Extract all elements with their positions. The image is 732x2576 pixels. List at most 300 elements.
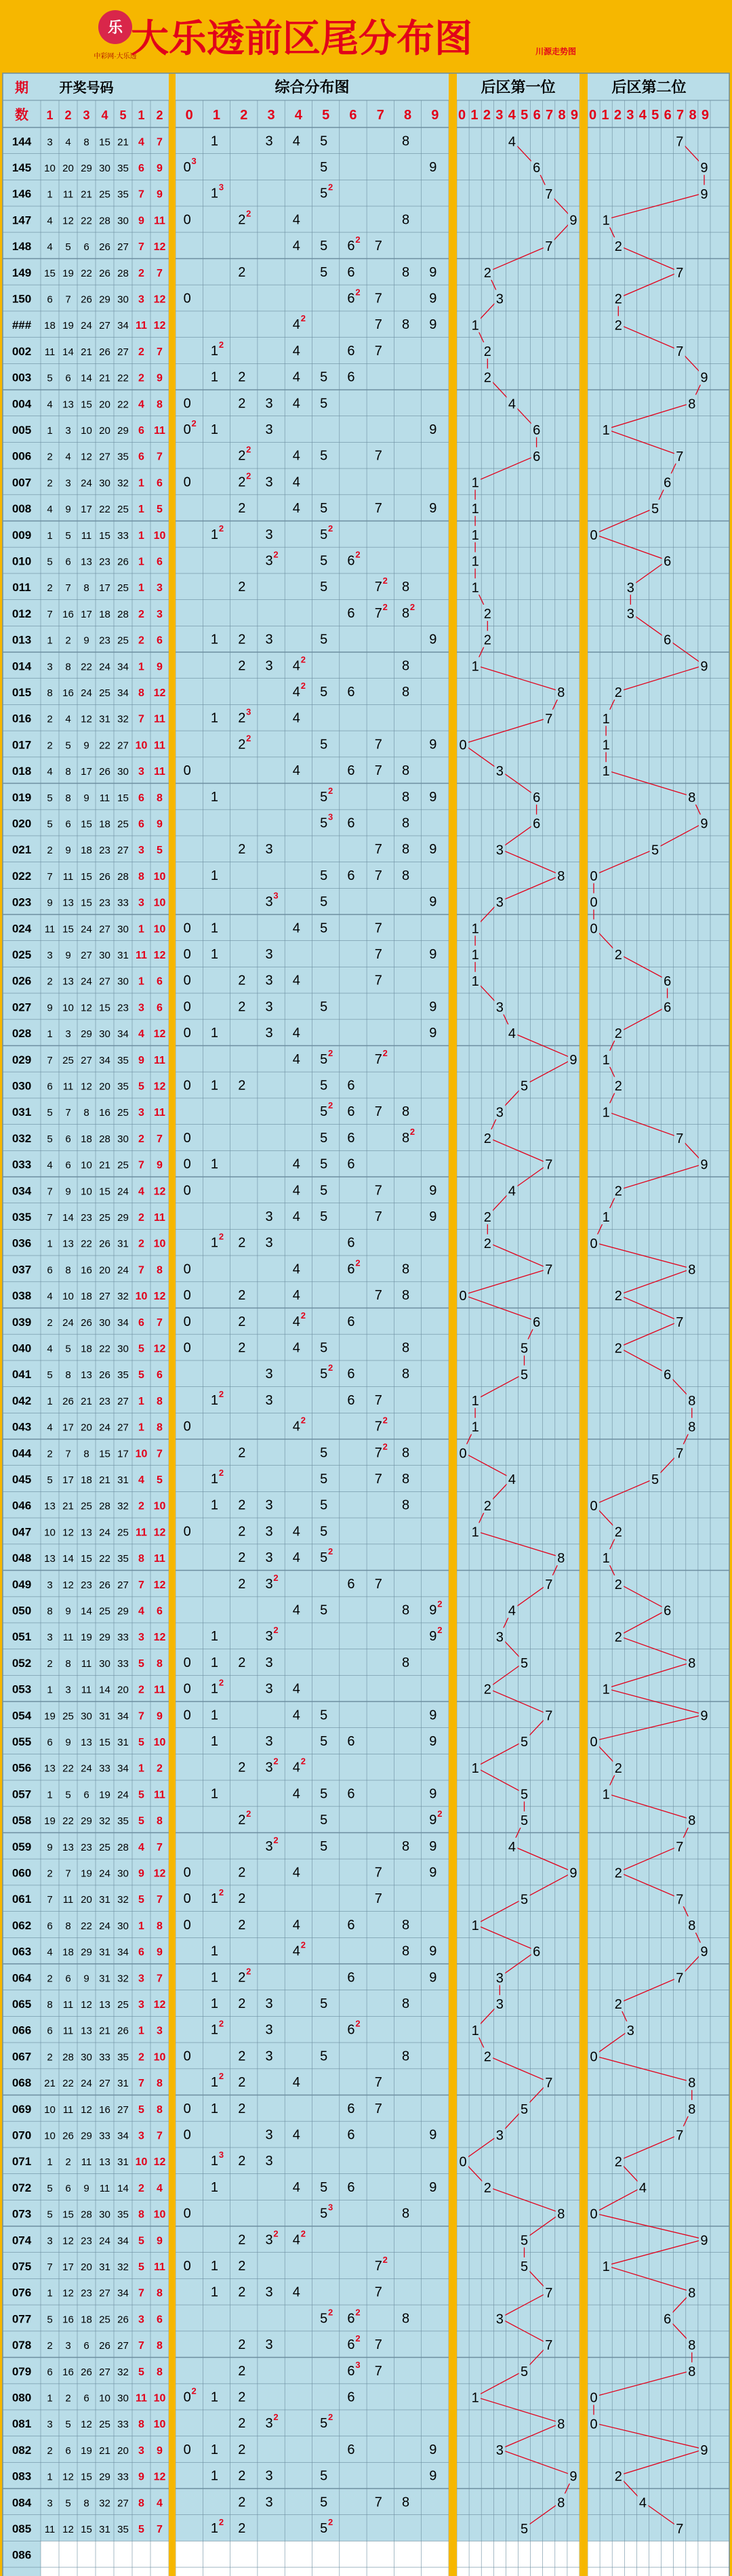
back1-mark: 4 (508, 1603, 516, 1619)
back-number: 1 (138, 1920, 144, 1932)
tail-repeat-mark: 2 (246, 1809, 251, 1819)
tail-digit-header: 1 (212, 108, 221, 123)
tail-mark: 2 (238, 212, 246, 228)
tail-mark: 8 (401, 789, 410, 805)
period-label: 042 (12, 1394, 32, 1407)
tail-mark: 6 (347, 239, 355, 254)
back-number: 4 (157, 2497, 163, 2510)
draw-subheader: 1 (138, 108, 145, 122)
tail-mark: 6 (347, 1130, 355, 1146)
front-number: 23 (99, 845, 110, 857)
tail-mark: 6 (347, 1576, 355, 1592)
back-number: 11 (154, 766, 165, 778)
front-number: 22 (81, 267, 92, 279)
back-number: 4 (138, 1028, 144, 1041)
front-number: 31 (117, 950, 129, 962)
tail-mark: 3 (265, 1996, 273, 2012)
back-number: 11 (154, 2261, 165, 2274)
period-label: 041 (12, 1368, 32, 1382)
tail-mark: 1 (210, 2442, 219, 2457)
front-number: 28 (117, 608, 129, 620)
front-number: 20 (99, 1264, 110, 1276)
tail-mark: 1 (210, 1497, 219, 1513)
tail-mark: 0 (183, 1524, 191, 1539)
tail-mark: 0 (183, 1865, 191, 1880)
tail-mark: 2 (238, 658, 246, 674)
period-label: 057 (12, 1788, 32, 1801)
tail-repeat-mark: 2 (246, 444, 251, 455)
front-number: 19 (62, 267, 74, 279)
front-number: 29 (99, 1632, 110, 1644)
tail-repeat-mark: 2 (246, 208, 251, 219)
front-number: 1 (47, 2392, 53, 2404)
back1-mark: 1 (471, 2023, 479, 2038)
tail-mark: 3 (265, 842, 273, 858)
back-number: 11 (136, 1527, 147, 1539)
back-number: 10 (135, 740, 148, 752)
back2-mark: 3 (626, 580, 634, 596)
front-number: 13 (99, 1999, 110, 2011)
draw-header: 开奖号码 (59, 81, 114, 96)
back-number: 5 (138, 2104, 144, 2116)
front-number: 13 (62, 1841, 74, 1853)
tail-mark: 9 (429, 1183, 437, 1199)
back-number: 7 (138, 2340, 144, 2352)
front-number: 13 (81, 1737, 92, 1749)
front-number: 34 (117, 2130, 129, 2142)
back1-mark: 7 (545, 186, 553, 202)
back2-mark: 3 (626, 2023, 634, 2038)
back-number: 5 (138, 1343, 144, 1355)
period-label: 025 (12, 948, 32, 962)
front-number: 6 (47, 2025, 53, 2037)
tail-mark: 5 (320, 816, 328, 831)
tail-mark: 7 (374, 2363, 382, 2379)
tail-repeat-mark: 2 (300, 1310, 306, 1321)
front-number: 3 (47, 136, 53, 148)
tail-mark: 0 (183, 212, 191, 228)
tail-mark: 5 (320, 1104, 328, 1120)
tail-mark: 6 (347, 1734, 355, 1750)
section-divider (449, 73, 457, 2576)
front-number: 26 (81, 1316, 92, 1329)
front-number: 26 (99, 241, 110, 254)
front-number: 6 (83, 1789, 89, 1801)
period-label: 062 (12, 1918, 32, 1932)
front-number: 24 (99, 2235, 110, 2247)
back1-mark: 6 (533, 1944, 541, 1960)
front-number: 15 (99, 1186, 110, 1198)
tail-mark: 2 (238, 1314, 246, 1329)
back-number: 11 (154, 740, 165, 752)
back-number: 3 (157, 2025, 163, 2037)
tail-mark: 1 (210, 1078, 219, 1093)
back1-mark: 9 (569, 1052, 577, 1068)
back-number: 7 (138, 1264, 144, 1276)
back-number: 11 (154, 1212, 165, 1224)
front-number: 14 (99, 1684, 110, 1696)
tail-mark: 4 (292, 921, 300, 936)
front-number: 12 (62, 1527, 74, 1539)
front-number: 17 (99, 582, 110, 595)
back1-mark: 1 (471, 948, 479, 963)
tail-mark: 9 (429, 501, 437, 517)
back1-mark: 9 (569, 213, 577, 228)
back2-mark: 2 (614, 1630, 622, 1645)
front-number: 9 (83, 792, 89, 804)
tail-mark: 5 (320, 1367, 328, 1382)
tail-mark: 5 (320, 1838, 328, 1854)
period-label: 030 (12, 1079, 32, 1093)
front-number: 12 (81, 451, 92, 463)
front-number: 33 (117, 897, 129, 909)
tail-mark: 9 (429, 632, 437, 647)
tail-mark: 4 (292, 475, 300, 490)
period-label: 050 (12, 1604, 32, 1617)
back-number: 8 (157, 1422, 163, 1434)
back-number: 5 (138, 1081, 144, 1093)
period-label: 040 (12, 1342, 32, 1355)
tail-mark: 1 (210, 1708, 219, 1723)
tail-mark: 8 (401, 763, 410, 779)
back2-mark: 2 (614, 1184, 622, 1199)
back1-mark: 5 (520, 1079, 529, 1094)
back-number: 2 (138, 267, 144, 279)
tail-repeat-mark: 2 (218, 1388, 224, 1399)
back-number: 4 (138, 1605, 144, 1617)
tail-mark: 7 (374, 2075, 382, 2091)
front-number: 18 (62, 1946, 74, 1958)
front-number: 1 (47, 635, 53, 647)
front-number: 14 (81, 1605, 92, 1617)
back-number: 7 (157, 136, 163, 148)
back-number: 1 (138, 504, 144, 516)
front-number: 18 (81, 1133, 92, 1145)
period-label: 079 (12, 2364, 32, 2378)
back2-mark: 7 (676, 1314, 684, 1330)
back1-mark: 8 (557, 2417, 565, 2432)
front-number: 3 (47, 661, 53, 673)
tail-mark: 1 (210, 1655, 219, 1670)
back1-mark: 2 (483, 1210, 491, 1226)
tail-mark: 5 (320, 369, 328, 385)
front-number: 27 (99, 1291, 110, 1303)
period-label: 018 (12, 765, 32, 778)
back2-mark: 6 (664, 1367, 672, 1383)
tail-mark: 3 (265, 2285, 273, 2300)
tail-mark: 4 (292, 1026, 300, 1041)
front-number: 9 (65, 950, 71, 962)
front-number: 23 (81, 2235, 92, 2247)
front-number: 2 (47, 975, 53, 988)
front-number: 3 (65, 1028, 71, 1041)
draw-subheader: 4 (101, 108, 108, 122)
front-number: 24 (81, 1763, 92, 1775)
back-number: 5 (138, 1815, 144, 1828)
tail-mark: 8 (401, 1603, 410, 1618)
front-number: 5 (65, 1343, 71, 1355)
front-number: 15 (99, 136, 110, 148)
front-number: 12 (81, 1002, 92, 1014)
tail-mark: 1 (210, 134, 219, 149)
back-number: 3 (157, 608, 163, 620)
draw-subheader: 1 (46, 108, 54, 122)
front-number: 22 (81, 1920, 92, 1932)
back-number: 12 (153, 1868, 166, 1880)
back-number: 3 (138, 1999, 144, 2011)
tail-repeat-mark: 2 (273, 1572, 279, 1583)
back-number: 2 (138, 2051, 144, 2064)
tail-repeat-mark: 3 (246, 706, 251, 717)
back-number: 6 (138, 1946, 144, 1958)
front-number: 27 (99, 2287, 110, 2299)
front-number: 1 (47, 2287, 53, 2299)
back1-mark: 2 (483, 606, 491, 622)
back-number: 2 (138, 346, 144, 358)
front-number: 26 (99, 1369, 110, 1382)
front-number: 30 (99, 1657, 110, 1670)
period-label: 002 (12, 344, 32, 358)
back-number: 3 (138, 294, 144, 306)
tail-digit-header: 4 (294, 108, 302, 123)
front-number: 9 (65, 1605, 71, 1617)
front-number: 12 (62, 1579, 74, 1591)
tail-mark: 4 (292, 1917, 300, 1933)
back1-mark: 0 (459, 2154, 467, 2170)
front-number: 35 (117, 1081, 129, 1093)
front-number: 13 (99, 2156, 110, 2169)
page-subtitle: 川源走势图 (535, 47, 577, 56)
front-number: 18 (44, 320, 56, 332)
tail-mark: 7 (374, 343, 382, 359)
front-number: 19 (44, 1815, 56, 1828)
front-number: 31 (117, 2156, 129, 2169)
back-number: 2 (138, 1684, 144, 1696)
back1-mark: 5 (520, 2259, 529, 2275)
tail-repeat-mark: 2 (273, 1834, 279, 1845)
tail-mark: 2 (238, 999, 246, 1015)
back1-mark: 3 (495, 1997, 504, 2013)
back2-mark: 2 (614, 1525, 622, 1540)
tail-mark: 7 (374, 317, 382, 333)
tail-mark: 3 (265, 1550, 273, 1566)
back-number: 7 (138, 1710, 144, 1723)
front-number: 11 (81, 1657, 92, 1670)
front-number: 27 (117, 346, 129, 358)
tail-mark: 6 (347, 763, 355, 779)
tail-mark: 7 (374, 2495, 382, 2510)
front-number: 20 (99, 425, 110, 437)
front-number: 30 (117, 1920, 129, 1932)
front-number: 21 (44, 2078, 56, 2090)
tail-mark: 4 (292, 2179, 300, 2195)
front-number: 7 (65, 294, 71, 306)
front-number: 32 (117, 1894, 129, 1906)
back1-mark: 2 (483, 370, 491, 386)
front-number: 8 (65, 766, 71, 778)
tail-mark: 3 (265, 658, 273, 674)
front-number: 15 (81, 818, 92, 830)
back1-mark: 3 (495, 1000, 504, 1015)
front-number: 26 (62, 1395, 74, 1407)
back-number: 9 (157, 2444, 163, 2457)
back-number: 9 (157, 163, 163, 175)
tail-mark: 5 (320, 894, 328, 910)
front-number: 2 (65, 635, 71, 647)
period-label: 007 (12, 476, 32, 489)
tail-mark: 7 (374, 580, 382, 595)
tail-mark: 7 (374, 1576, 382, 1592)
front-number: 11 (81, 2156, 92, 2169)
back1-mark: 9 (569, 2469, 577, 2484)
front-number: 25 (117, 635, 129, 647)
period-label: 032 (12, 1131, 32, 1145)
back2-mark: 0 (590, 2049, 598, 2065)
back2-mark: 7 (676, 344, 684, 359)
draw-subheader: 5 (119, 108, 127, 122)
front-number: 30 (117, 1868, 129, 1880)
front-number: 26 (99, 267, 110, 279)
front-number: 22 (81, 661, 92, 673)
period-label: 054 (12, 1709, 32, 1723)
back-number: 5 (138, 2366, 144, 2378)
period-label: 068 (12, 2076, 32, 2090)
front-number: 17 (81, 608, 92, 620)
tail-mark: 2 (238, 2416, 246, 2432)
front-number: 30 (117, 1343, 129, 1355)
front-number: 6 (47, 294, 53, 306)
front-number: 11 (62, 1894, 74, 1906)
back-number: 8 (157, 399, 163, 411)
tail-mark: 3 (265, 2127, 273, 2143)
back1-header: 后区第一位 (481, 79, 556, 96)
back2-mark: 5 (651, 502, 659, 517)
tail-mark: 9 (429, 160, 437, 176)
front-number: 3 (47, 2497, 53, 2510)
period-label: 010 (12, 555, 32, 568)
front-number: 25 (117, 1999, 129, 2011)
front-number: 13 (81, 1369, 92, 1382)
back1-mark: 5 (520, 1813, 529, 1829)
front-number: 29 (81, 1815, 92, 1828)
front-number: 17 (117, 1448, 129, 1460)
back2-mark: 9 (700, 659, 708, 675)
tail-mark: 2 (238, 2075, 246, 2091)
front-number: 8 (47, 1999, 53, 2011)
tail-mark: 6 (347, 2363, 355, 2379)
tail-mark: 2 (238, 1524, 246, 1539)
tail-repeat-mark: 2 (328, 1546, 333, 1557)
front-number: 30 (117, 1133, 129, 1145)
period-label: 061 (12, 1893, 32, 1906)
front-number: 2 (65, 2156, 71, 2169)
front-number: 31 (117, 1737, 129, 1749)
back2-mark: 8 (688, 1918, 696, 1933)
tail-mark: 7 (374, 501, 382, 517)
tail-mark: 3 (265, 1026, 273, 1041)
back1-mark: 2 (483, 1131, 491, 1146)
back2-mark: 7 (676, 1971, 684, 1986)
back1-mark: 7 (545, 1157, 553, 1173)
back-number: 3 (157, 582, 163, 595)
tail-mark: 6 (347, 2442, 355, 2457)
back-number: 5 (138, 1894, 144, 1906)
front-number: 26 (99, 870, 110, 883)
front-number: 6 (65, 372, 71, 384)
tail-repeat-mark: 2 (300, 1756, 306, 1767)
draw-subheader: 2 (156, 108, 163, 122)
front-number: 3 (47, 950, 53, 962)
front-number: 15 (99, 1737, 110, 1749)
front-number: 10 (81, 1186, 92, 1198)
back1-mark: 4 (508, 1839, 516, 1855)
tail-mark: 0 (183, 2049, 191, 2064)
back-number: 10 (153, 2419, 166, 2431)
front-number: 3 (65, 2340, 71, 2352)
back-number: 6 (157, 556, 163, 568)
tail-mark: 3 (265, 1655, 273, 1670)
back-number: 2 (138, 372, 144, 384)
tail-mark: 5 (320, 1524, 328, 1539)
tail-mark: 8 (401, 2495, 410, 2510)
tail-repeat-mark: 3 (191, 156, 197, 167)
tail-mark: 8 (401, 1497, 410, 1513)
tail-mark: 4 (292, 1288, 300, 1304)
back-number: 8 (157, 792, 163, 804)
front-number: 31 (117, 1474, 129, 1487)
tail-mark: 1 (210, 1156, 219, 1172)
tail-mark: 6 (347, 1917, 355, 1933)
back2-mark: 2 (614, 1341, 622, 1356)
front-number: 3 (65, 1684, 71, 1696)
tail-mark: 4 (292, 1603, 300, 1618)
tail-mark: 2 (238, 2468, 246, 2484)
back-number: 3 (138, 1002, 144, 1014)
back-number: 7 (157, 1841, 163, 1853)
tail-mark: 1 (210, 1681, 219, 1697)
front-number: 21 (81, 1395, 92, 1407)
tail-mark: 6 (347, 2337, 355, 2353)
back-number: 10 (153, 1500, 166, 1512)
tail-mark: 7 (374, 1419, 382, 1434)
front-number: 8 (47, 1605, 53, 1617)
logo-text: 乐 (107, 20, 123, 37)
front-number: 26 (81, 294, 92, 306)
tail-repeat-mark: 3 (218, 2150, 224, 2160)
front-number: 22 (62, 1815, 74, 1828)
front-number: 15 (81, 870, 92, 883)
back-number: 1 (138, 975, 144, 988)
tail-mark: 8 (401, 816, 410, 831)
tail-mark: 4 (292, 1209, 300, 1225)
front-number: 11 (99, 2182, 110, 2194)
back-number: 8 (138, 1553, 144, 1565)
tail-mark: 4 (292, 1314, 300, 1329)
back-number: 10 (135, 1291, 148, 1303)
tail-mark: 1 (210, 2285, 219, 2300)
back-number: 12 (153, 1028, 166, 1041)
front-number: 11 (62, 2104, 74, 2116)
tail-mark: 1 (210, 868, 219, 883)
front-number: 21 (99, 1159, 110, 1171)
front-number: 32 (99, 2497, 110, 2510)
period-label: 058 (12, 1814, 32, 1828)
tail-mark: 1 (210, 2390, 219, 2405)
front-number: 25 (117, 818, 129, 830)
front-number: 5 (47, 2209, 53, 2221)
tail-mark: 8 (401, 868, 410, 883)
back-number: 11 (154, 1054, 165, 1066)
